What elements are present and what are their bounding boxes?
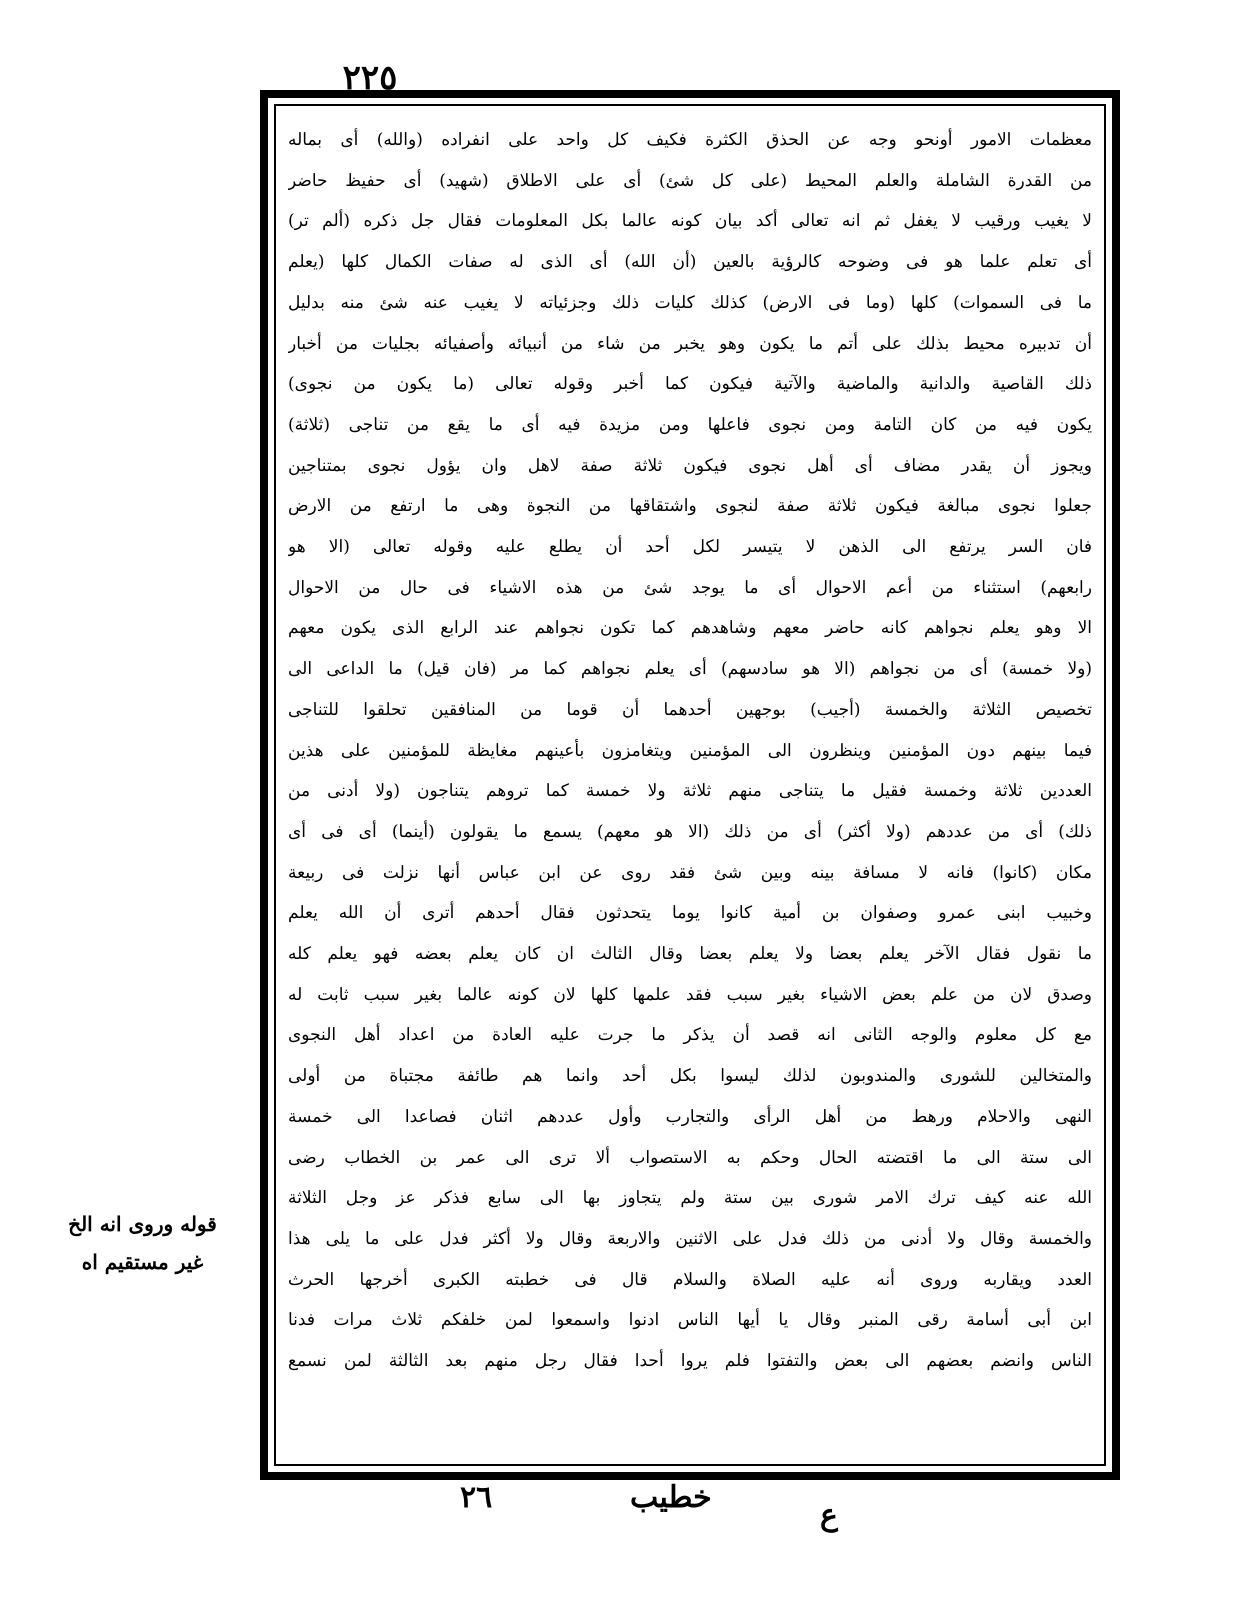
page-frame-inner	[274, 104, 1106, 1466]
text-line: ويجوز أن يقدر مضاف أى أهل نجوى فيكون ثلاثة صفة لاهل وان يؤول نجوى بمتناجين	[288, 455, 1092, 476]
margin-note-line: قوله وروى انه الخ	[68, 1212, 217, 1236]
text-line: النهى والاحلام ورهط من أهل الرأى والتجارب وأول عددهم اثنان فصاعدا الى خمسة	[288, 1106, 1092, 1127]
text-line: الناس وانضم بعضهم الى بعض والتفتوا فلم يروا أحدا فقال رجل منهم بعد الثالثة لمن نسمع	[288, 1351, 1092, 1372]
page-number: ٢٢٥	[342, 58, 398, 98]
text-line: ذلك القاصية والدانية والماضية والآتية فيكون كما أخبر وقوله تعالى (ما يكون من نجوى)	[288, 374, 1092, 395]
margin-note	[40, 1205, 245, 1281]
text-line: رابعهم) استثناء من أعم الاحوال أى ما يوجد شئ من هذه الاشياء فى حال من الاحوال	[288, 577, 1092, 598]
text-line: العدد ويقاربه وروى أنه عليه الصلاة والسلام قال فى خطبته الكبرى أخرجها الحرث	[288, 1269, 1092, 1290]
text-line: ابن أبى أسامة رقى المنبر وقال يا أيها الناس ادنوا واسمعوا لمن خلفكم ثلاث مرات فدنا	[288, 1310, 1092, 1331]
text-line: ذلك) أى من عددهم (ولا أكثر) أى من ذلك (الا هو معهم) يسمع ما يقولون (أينما) أى فى أى	[288, 821, 1092, 842]
text-line: والمتخالين للشورى والمندوبون لذلك ليسوا بكل أحد وانما هم طائفة مجتباة من أولى	[288, 1066, 1092, 1087]
margin-note-line: غير مستقيم اه	[81, 1250, 204, 1274]
text-line: يكون فيه من كان التامة ومن نجوى فاعلها ومن مزيدة فيه أى ما يقع من تناجى (ثلاثة)	[288, 414, 1092, 435]
text-line: أن تدبيره محيط بذلك على أتم ما يكون وهو يخبر من شاء من أنبيائه وأصفيائه بجليات من أخبار	[288, 333, 1092, 354]
text-line: ما نقول فقال الآخر يعلم بعضا ولا يعلم بعضا وقال الثالث ان كان يعلم بعضه فهو يعلم كله	[288, 944, 1092, 965]
text-line: الا وهو يعلم نجواهم كانه حاضر معهم وشاهدهم كما تكون نجواهم عند الرابع الذى يكون معهم	[288, 618, 1092, 639]
text-line: والخمسة وقال ولا أدنى من ذلك فدل على الاثنين والاربعة وقال ولا أكثر فدل على ما يلى هذا	[288, 1228, 1092, 1249]
text-line: ما فى السموات) كلها (وما فى الارض) كذلك كليات ذلك وجزئياته لا يغيب عنه شئ منه بدليل	[288, 292, 1092, 313]
page-footer	[460, 1480, 880, 1540]
text-line: وصدق لان من علم بعض الاشياء بغير سبب فقد علمها كلها لان كونه عالما بغير سبب ثابت له	[288, 984, 1092, 1005]
text-line: فيما بينهم دون المؤمنين وينظرون الى المؤمنين ويتغامزون بأعينهم مغايظة للمؤمنين على هذين	[288, 740, 1092, 761]
page-frame	[260, 90, 1120, 1480]
text-line: الله عنه كيف ترك الامر شورى بين ستة ولم يتجاوز بها الى سابع فذكر عز وجل الثلاثة	[288, 1188, 1092, 1209]
text-line: فان السر يرتفع الى الذهن لا يتيسر لكل أحد أن يطلع عليه وقوله تعالى (الا هو	[288, 537, 1092, 558]
text-line: لا يغيب ورقيب لا يغفل ثم انه تعالى أكد بيان كونه عالما بكل المعلومات فقال جل ذكره (ألم تر)	[288, 211, 1092, 232]
signature-letter: ع	[820, 1498, 838, 1533]
text-line: (ولا خمسة) أى من نجواهم (الا هو سادسهم) أى يعلم نجواهم كما مر (فان قيل) ما الداعى الى	[288, 659, 1092, 680]
text-line: جعلوا نجوى مبالغة فيكون ثلاثة صفة لنجوى واشتقاقها من النجوة وهى ما ارتفع من الارض	[288, 496, 1092, 517]
main-text	[288, 120, 1092, 1456]
text-line: من القدرة الشاملة والعلم المحيط (على كل شئ) أى على الاطلاق (شهيد) أى حفيظ حاضر	[288, 170, 1092, 191]
text-line: الى ستة الى ما اقتضته الحال وحكم به الاستصواب ألا ترى الى عمر بن الخطاب رضى	[288, 1147, 1092, 1168]
signature-number: ٢٦	[460, 1480, 493, 1515]
text-line: معظمات الامور أونحو وجه عن الحذق الكثرة فكيف كل واحد على انفراده (والله) أى بماله	[288, 130, 1092, 150]
text-line: مع كل معلوم والوجه الثانى انه قصد أن يذكر ما جرت عليه العادة من اعداد أهل النجوى	[288, 1025, 1092, 1046]
text-line: العددين ثلاثة وخمسة فقيل ما يتناجى منهم ثلاثة ولا خمسة كما تروهم يتناجون (ولا أدنى من	[288, 781, 1092, 802]
signature-name: خطيب	[630, 1480, 712, 1515]
text-line: مكان (كانوا) فانه لا مسافة بينه وبين شئ فقد روى عن ابن عباس أنها نزلت فى ربيعة	[288, 862, 1092, 883]
text-line: أى تعلم علما هو فى وضوحه كالرؤية بالعين (أن الله) أى الذى له صفات الكمال كلها (يعلم	[288, 252, 1092, 273]
text-line: تخصيص الثلاثة والخمسة (أجيب) بوجهين أحدهما أن قوما من المنافقين تحلقوا للتناجى	[288, 699, 1092, 720]
text-line: وخبيب ابنى عمرو وصفوان بن أمية كانوا يوما يتحدثون فقال أحدهم أترى أن الله يعلم	[288, 903, 1092, 924]
